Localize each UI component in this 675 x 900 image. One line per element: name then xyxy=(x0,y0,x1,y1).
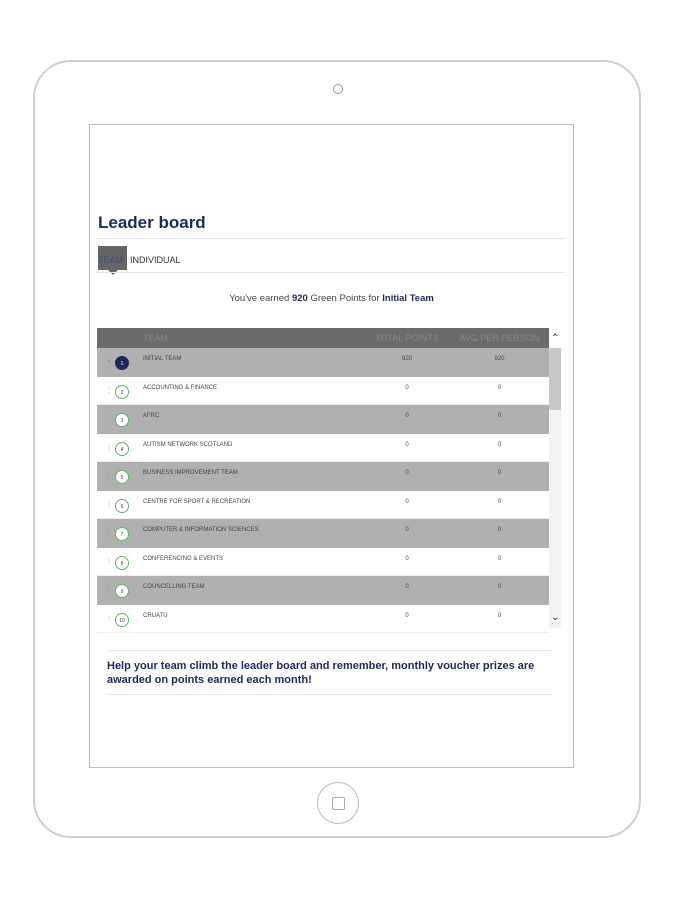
team-name-cell: COMPUTER & INFORMATION SCIENCES xyxy=(143,527,259,533)
team-name: Initial Team xyxy=(382,293,434,304)
table-row[interactable] xyxy=(97,576,549,605)
divider xyxy=(97,238,566,239)
rank-badge: 8 xyxy=(115,556,129,570)
avg-per-person-cell: 0 xyxy=(497,441,502,448)
table-row[interactable] xyxy=(97,377,549,406)
total-points-cell: 0 xyxy=(405,584,409,590)
scrollbar-thumb[interactable] xyxy=(549,348,561,410)
header-total-points: TOTAL POINTS xyxy=(375,333,439,343)
team-name-cell: CRUATU xyxy=(143,612,168,619)
avg-per-person-cell: 0 xyxy=(497,555,502,562)
screen xyxy=(89,124,574,768)
total-points-cell: 0 xyxy=(405,612,409,619)
team-name-cell: AFRC xyxy=(143,413,160,419)
total-points-cell: 0 xyxy=(405,441,409,448)
table-row[interactable] xyxy=(97,491,549,520)
tab-team[interactable]: TEAM xyxy=(98,246,127,270)
scroll-down-icon[interactable]: ⌄ xyxy=(551,612,560,623)
table-row[interactable] xyxy=(97,548,549,577)
rank-badge: 4 xyxy=(115,442,129,456)
summary-prefix: You've earned xyxy=(229,293,290,304)
divider xyxy=(107,650,551,651)
rank-change-icon: ▲ xyxy=(106,358,112,364)
avg-per-person-cell: 0 xyxy=(497,498,502,505)
team-name-cell: AUTISM NETWORK SCOTLAND xyxy=(143,441,233,448)
avg-per-person-cell: 0 xyxy=(497,470,502,476)
team-name-cell: BUSINESS IMPROVEMENT TEAM xyxy=(143,470,238,476)
table-header xyxy=(97,328,549,348)
team-name-cell: CONFERENCING & EVENTS xyxy=(143,555,224,562)
rank-badge: 3 xyxy=(115,413,129,427)
home-button[interactable] xyxy=(317,782,359,824)
header-team: TEAM xyxy=(143,333,169,343)
rank-change-icon: ⋮ xyxy=(106,615,112,622)
total-points-cell: 0 xyxy=(405,498,409,505)
avg-per-person-cell: 0 xyxy=(497,527,502,533)
rank-change-icon: ⋮ xyxy=(106,587,112,593)
scroll-up-icon[interactable]: ⌃ xyxy=(551,333,560,344)
summary-middle: Green Points for xyxy=(310,293,380,304)
rank-badge: 1 xyxy=(115,356,129,370)
total-points-cell: 0 xyxy=(405,555,409,562)
scrollbar[interactable] xyxy=(549,348,561,628)
rank-change-icon: ⋮ xyxy=(106,473,112,479)
rank-change-icon: ⋮ xyxy=(106,530,112,536)
team-name-cell: ACCOUNTING & FINANCE xyxy=(143,384,218,391)
rank-badge: 2 xyxy=(115,385,129,399)
rank-badge: 7 xyxy=(115,527,129,541)
table-row[interactable] xyxy=(97,605,549,634)
total-points-cell: 0 xyxy=(405,527,409,533)
avg-per-person-cell: 920 xyxy=(494,356,505,362)
page-title: Leader board xyxy=(98,213,206,232)
team-name-cell: INITIAL TEAM xyxy=(143,356,182,362)
avg-per-person-cell: 0 xyxy=(497,612,502,619)
tab-individual[interactable]: INDIVIDUAL xyxy=(130,255,181,265)
rank-change-icon: ⋮ xyxy=(106,444,112,451)
divider xyxy=(97,272,566,273)
table-row[interactable] xyxy=(97,405,549,434)
rank-change-icon: ⋮ xyxy=(106,558,112,565)
rank-badge: 10 xyxy=(115,613,129,627)
leaderboard-table xyxy=(97,328,549,633)
total-points-cell: 0 xyxy=(405,384,409,391)
camera-icon xyxy=(333,84,343,94)
rank-badge: 5 xyxy=(115,470,129,484)
points-summary xyxy=(90,293,573,304)
home-icon xyxy=(332,797,345,810)
total-points-cell: 0 xyxy=(405,413,409,419)
avg-per-person-cell: 0 xyxy=(497,413,502,419)
rank-change-icon: ⋮ xyxy=(106,387,112,394)
divider xyxy=(107,694,551,695)
rank-badge: 9 xyxy=(115,584,129,598)
rank-change-icon: ⋮ xyxy=(106,501,112,508)
total-points-cell: 920 xyxy=(401,356,412,362)
table-row[interactable] xyxy=(97,348,549,377)
points-value: 920 xyxy=(291,293,308,304)
footer-message: Help your team climb the leader board and remember, monthly voucher prizes are awarded on points earned each month! xyxy=(107,660,535,686)
table-row[interactable] xyxy=(97,519,549,548)
rank-badge: 6 xyxy=(115,499,129,513)
avg-per-person-cell: 0 xyxy=(497,384,502,391)
total-points-cell: 0 xyxy=(405,470,409,476)
team-name-cell: CENTRE FOR SPORT & RECREATION xyxy=(143,498,251,505)
avg-per-person-cell: 0 xyxy=(497,584,502,590)
table-row[interactable] xyxy=(97,462,549,491)
rank-change-icon: ⋮ xyxy=(106,416,112,422)
header-avg-per-person: AVG PER PERSON xyxy=(459,333,540,343)
team-name-cell: COUNCELLING TEAM xyxy=(143,584,205,590)
table-row[interactable] xyxy=(97,434,549,463)
